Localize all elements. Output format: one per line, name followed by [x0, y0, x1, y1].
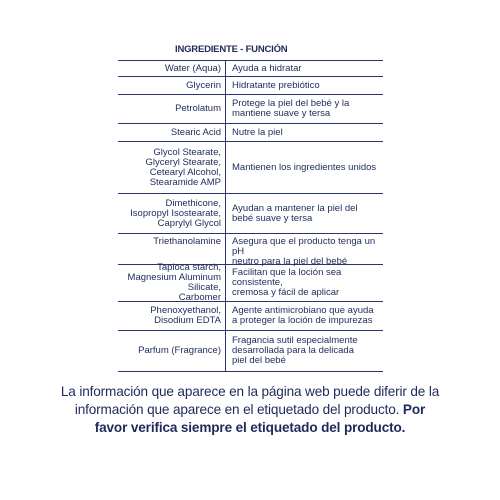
- function-cell: [226, 194, 383, 233]
- function-text: Asegura que el producto tenga un pH neutro para la piel del bebé: [232, 236, 376, 267]
- ingredient-text: Glycerin: [186, 79, 221, 91]
- function-text: Ayudan a mantener la piel del bebé suave y tersa: [232, 202, 358, 224]
- ingredient-text: Glycol Stearate, Glyceryl Stearate, Cetearyl Alcohol, Stearamide AMP: [145, 146, 221, 188]
- function-cell: [226, 124, 383, 141]
- function-text: Ayuda a hidratar: [232, 62, 302, 74]
- ingredient-text: Tapioca starch, Magnesium Aluminum Silicate, Carbomer: [127, 262, 221, 303]
- table-row: [118, 95, 383, 124]
- table-row: [118, 234, 383, 265]
- function-text: Agente antimicrobiano que ayuda a proteger la loción de impurezas: [232, 305, 374, 326]
- ingredient-text: Dimethicone, Isopropyl Isostearate, Caprylyl Glycol: [130, 197, 221, 229]
- ingredient-text: Petrolatum: [175, 103, 221, 114]
- function-text: Hidratante prebiótico: [232, 79, 320, 91]
- table-row: [118, 331, 383, 372]
- ingredient-text: Stearic Acid: [170, 126, 221, 138]
- table-row: [118, 302, 383, 331]
- table-row: [118, 124, 383, 142]
- table-row: [118, 142, 383, 194]
- function-text: Facilitan que la loción sea consistente, cremosa y fácil de aplicar: [232, 267, 342, 298]
- disclaimer-text: La información que aparece en la página web puede diferir de la información que aparece en el etiquetado del producto.: [60, 384, 440, 417]
- table-row: [118, 77, 383, 95]
- table-row: [118, 61, 383, 77]
- ingredient-cell: [118, 234, 226, 264]
- ingredient-cell: [118, 95, 226, 123]
- function-cell: [226, 77, 383, 94]
- ingredient-text: Water (Aqua): [164, 62, 221, 74]
- ingredients-table: [118, 60, 383, 372]
- ingredient-text: Phenoxyethanol, Disodium EDTA: [150, 305, 221, 326]
- table-row: [118, 194, 383, 234]
- function-cell: [226, 331, 383, 371]
- ingredient-text: Triethanolamine: [153, 236, 221, 247]
- table-header: INGREDIENTE - FUNCIÓN: [175, 44, 288, 55]
- function-cell: [226, 142, 383, 193]
- ingredient-cell: [118, 302, 226, 330]
- disclaimer: [58, 383, 442, 437]
- disclaimer-emphasis: Por favor verifica siempre el etiquetado del producto.: [94, 402, 426, 435]
- ingredient-cell: [118, 194, 226, 233]
- ingredient-cell: [118, 142, 226, 193]
- function-text: Mantienen los ingredientes unidos: [232, 161, 377, 173]
- function-text: Fragancia sutil especialmente desarrollada para la delicada piel del bebé: [232, 335, 358, 366]
- function-cell: [226, 234, 383, 267]
- ingredient-cell: [118, 331, 226, 371]
- function-cell: [226, 265, 383, 301]
- ingredient-cell: [118, 262, 226, 303]
- function-cell: [226, 302, 383, 330]
- function-text: Nutre la piel: [232, 126, 283, 138]
- function-cell: [226, 95, 383, 123]
- ingredient-cell: [118, 61, 226, 76]
- ingredient-text: Parfum (Fragrance): [138, 345, 221, 356]
- ingredient-cell: [118, 124, 226, 141]
- function-text: Protege la piel del bebé y la mantiene suave y tersa: [232, 98, 350, 119]
- ingredient-cell: [118, 77, 226, 94]
- table-row: [118, 262, 383, 303]
- function-cell: [226, 61, 383, 76]
